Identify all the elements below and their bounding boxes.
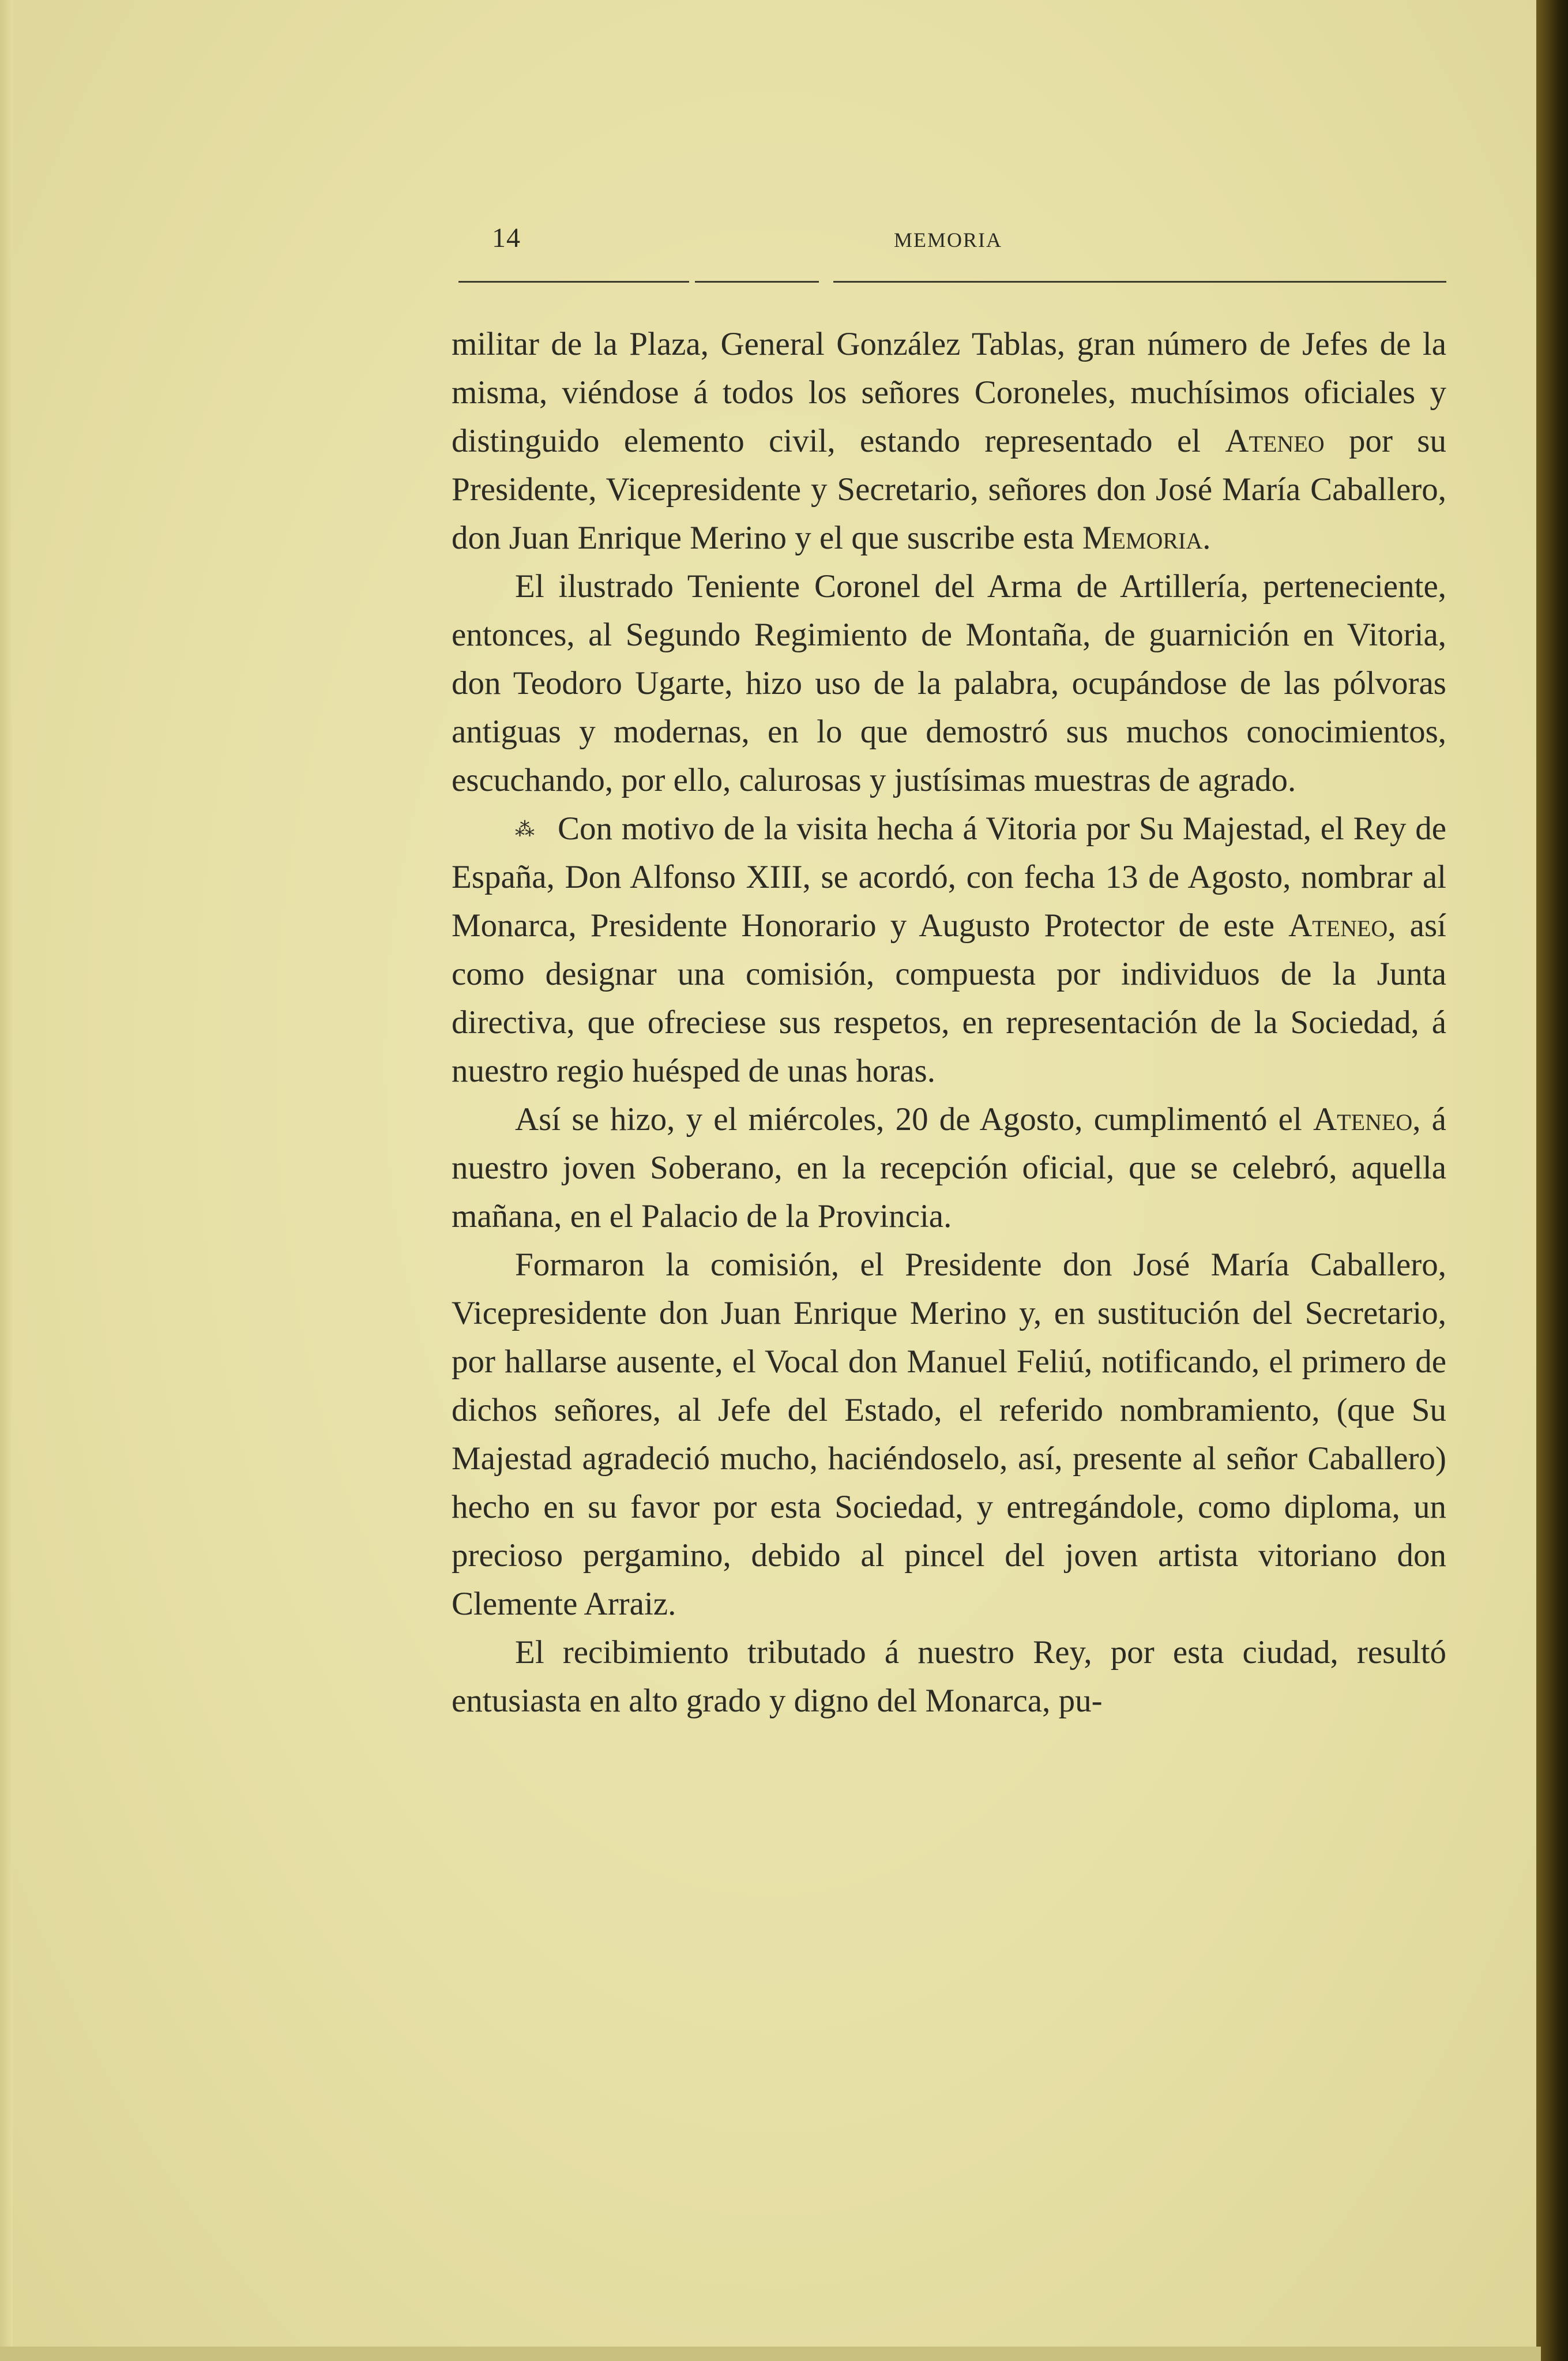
paragraph-3: ⁂ Con motivo de la visita hecha á Vitoria por Su Majestad, el Rey de España, Don Alfonso XIII, se acordó, con fecha 13 de Agosto, nombrar al Monarca, Presidente Honorario y Augusto Protector de este Ateneo, así como designar una comisión, compuesta por individuos de la Junta directiva, que ofreciese sus respetos, en representación de la Sociedad, á nuestro regio huésped de unas horas. xyxy=(452,810,1446,1089)
page-number: 14 xyxy=(492,223,521,253)
paragraph-4: Así se hizo, y el miércoles, 20 de Agosto, cumplimentó el Ateneo, á nuestro joven Soberano, en la recepción oficial, que se celebró, aquella mañana, en el Palacio de la Provincia. xyxy=(452,1101,1446,1234)
body-text xyxy=(452,320,1446,1725)
running-title: MEMORIA xyxy=(894,228,1003,252)
header-rule-left xyxy=(458,281,689,283)
paragraph-1: militar de la Plaza, General González Tablas, gran número de Jefes de la misma, viéndose á todos los señores Coroneles, muchísimos oficiales y distinguido elemento civil, estando representado el Ateneo por su Presidente, Vicepresidente y Secretario, señores don José María Caballero, don Juan Enrique Merino y el que suscribe esta Memoria. xyxy=(452,326,1446,556)
page-bottom-edge xyxy=(0,2347,1541,2361)
paragraph-6: El recibimiento tributado á nuestro Rey, por esta ciudad, resultó entusiasta en alto grado y digno del Monarca, pu- xyxy=(452,1634,1446,1719)
header-rule-middle xyxy=(695,281,819,283)
page-left-edge xyxy=(0,0,13,2361)
book-binding-edge xyxy=(1536,0,1568,2361)
paragraph-5: Formaron la comisión, el Presidente don José María Caballero, Vicepresidente don Juan Enrique Merino y, en sustitución del Secretario, por hallarse ausente, el Vocal don Manuel Feliú, notificando, el primero de dichos señores, al Jefe del Estado, el referido nombramiento, (que Su Majestad agradeció mucho, haciéndoselo, así, presente al señor Caballero) hecho en su favor por esta Sociedad, y entregándole, como diploma, un precioso pergamino, debido al pincel del joven artista vitoriano don Clemente Arraiz. xyxy=(452,1247,1446,1622)
header-rule-right xyxy=(833,281,1446,283)
asterism-ornament: ⁂ xyxy=(515,819,535,840)
paragraph-2: El ilustrado Teniente Coronel del Arma de Artillería, perteneciente, entonces, al Segundo Regimiento de Montaña, de guarnición en Vitoria, don Teodoro Ugarte, hizo uso de la palabra, ocupándose de las pólvoras antiguas y modernas, en lo que demostró sus muchos conocimientos, escuchando, por ello, calurosas y justísimas muestras de agrado. xyxy=(452,568,1446,798)
page-header xyxy=(452,216,1446,262)
